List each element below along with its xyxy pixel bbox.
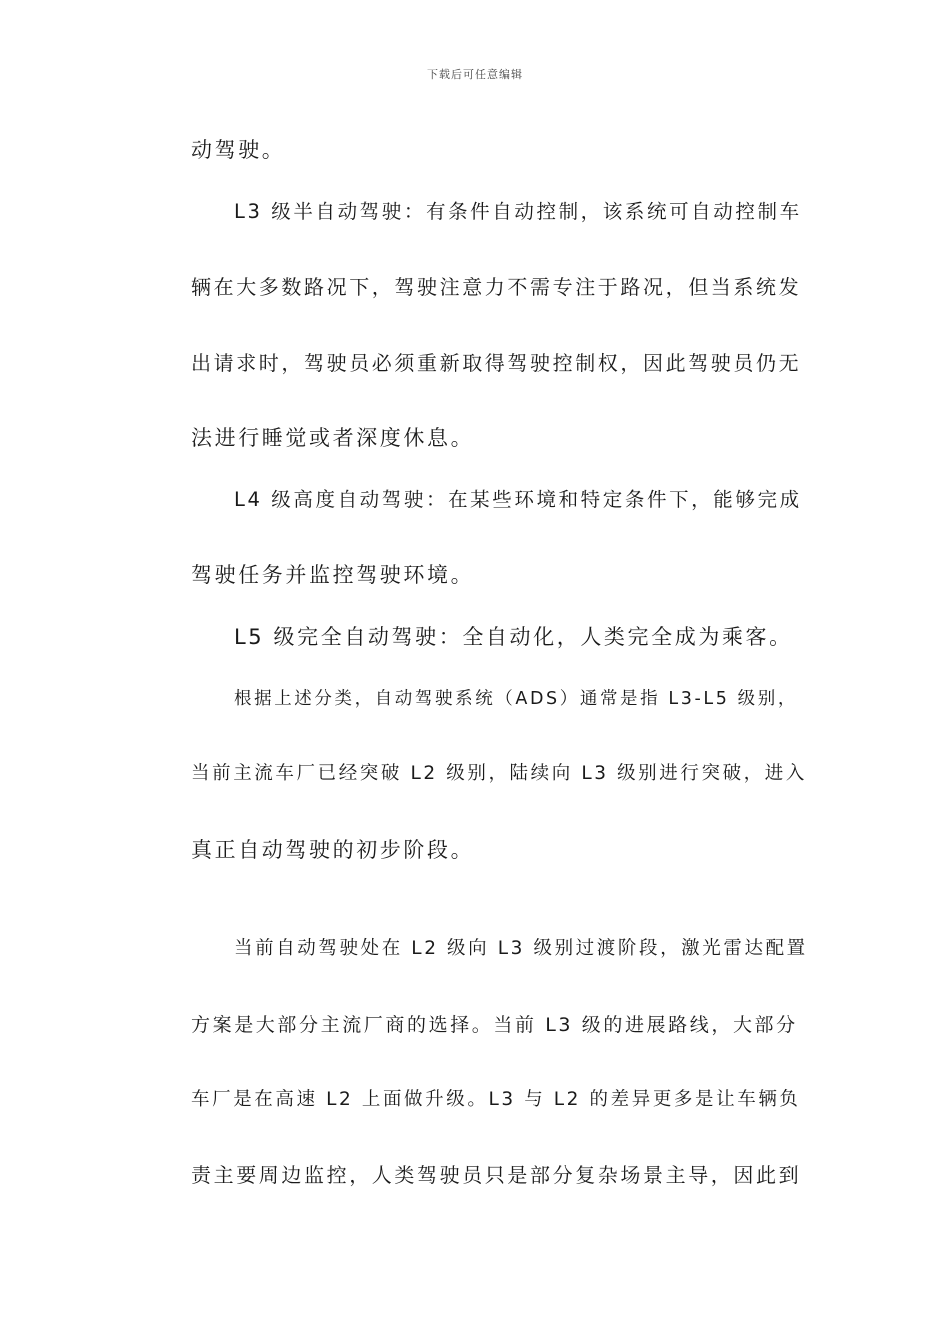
text-line: 根据上述分类，自动驾驶系统（ADS）通常是指 L3-L5 级别，: [234, 689, 798, 709]
page-header: 下载后可任意编辑: [427, 68, 523, 81]
text-line: L4 级高度自动驾驶：在某些环境和特定条件下，能够完成: [234, 488, 802, 511]
text-line: 法进行睡觉或者深度休息。: [191, 426, 475, 450]
text-line: L5 级完全自动驾驶：全自动化，人类完全成为乘客。: [234, 625, 793, 649]
text-line: 责主要周边监控，人类驾驶员只是部分复杂场景主导，因此到: [191, 1163, 802, 1187]
text-line: 当前主流车厂已经突破 L2 级别，陆续向 L3 级别进行突破，进入: [191, 763, 807, 784]
text-line: 辆在大多数路况下，驾驶注意力不需专注于路况，但当系统发: [191, 275, 802, 299]
text-line: 当前自动驾驶处在 L2 级向 L3 级别过渡阶段，激光雷达配置: [234, 938, 808, 959]
text-line: 出请求时，驾驶员必须重新取得驾驶控制权，因此驾驶员仍无: [191, 351, 802, 375]
text-line: 车厂是在高速 L2 上面做升级。L3 与 L2 的差异更多是让车辆负: [191, 1089, 801, 1110]
text-line: 方案是大部分主流厂商的选择。当前 L3 级的进展路线，大部分: [191, 1014, 798, 1036]
text-line: L3 级半自动驾驶：有条件自动控制，该系统可自动控制车: [234, 200, 802, 223]
text-line: 动驾驶。: [191, 138, 286, 162]
text-line: 真正自动驾驶的初步阶段。: [191, 838, 475, 862]
text-line: 驾驶任务并监控驾驶环境。: [191, 563, 475, 587]
